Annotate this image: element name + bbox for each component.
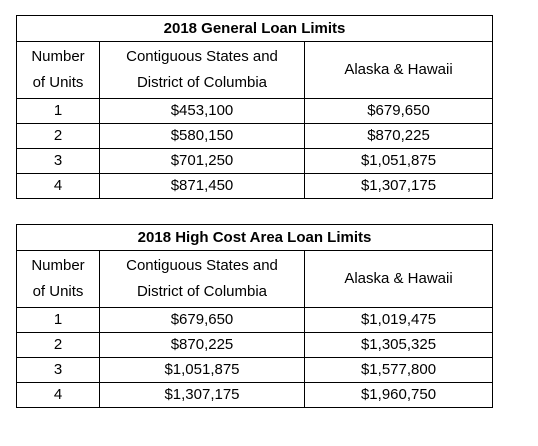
high-cost-area-loan-limits-table	[16, 224, 493, 408]
table-header-row	[17, 42, 493, 99]
table-title: 2018 General Loan Limits	[17, 16, 493, 42]
units-cell: 4	[17, 383, 100, 408]
contiguous-column-header	[100, 251, 305, 308]
contiguous-limit-cell: $1,051,875	[100, 358, 305, 383]
units-column-header	[17, 42, 100, 99]
units-cell: 2	[17, 333, 100, 358]
contiguous-limit-cell: $580,150	[100, 124, 305, 149]
table-row	[17, 308, 493, 333]
table-row	[17, 383, 493, 408]
contiguous-limit-cell: $870,225	[100, 333, 305, 358]
contiguous-header-line-2: District of Columbia	[136, 283, 268, 300]
units-cell: 2	[17, 124, 100, 149]
alaska-hawaii-column-header: Alaska & Hawaii	[305, 251, 493, 308]
units-header-line-2: of Units	[32, 74, 84, 91]
table-title-row	[17, 225, 493, 251]
table-row	[17, 99, 493, 124]
units-cell: 1	[17, 308, 100, 333]
table-row	[17, 174, 493, 199]
contiguous-limit-cell: $871,450	[100, 174, 305, 199]
contiguous-header-line-1: Contiguous States and	[126, 48, 278, 65]
table-row	[17, 358, 493, 383]
alaska-hawaii-limit-cell: $1,019,475	[305, 308, 493, 333]
alaska-hawaii-limit-cell: $1,960,750	[305, 383, 493, 408]
units-header-line-2: of Units	[32, 283, 84, 300]
contiguous-limit-cell: $1,307,175	[100, 383, 305, 408]
alaska-hawaii-limit-cell: $870,225	[305, 124, 493, 149]
table-header-row	[17, 251, 493, 308]
contiguous-limit-cell: $453,100	[100, 99, 305, 124]
alaska-hawaii-column-header: Alaska & Hawaii	[305, 42, 493, 99]
contiguous-limit-cell: $679,650	[100, 308, 305, 333]
units-cell: 3	[17, 149, 100, 174]
table-row	[17, 333, 493, 358]
table-row	[17, 149, 493, 174]
units-cell: 1	[17, 99, 100, 124]
table-title: 2018 High Cost Area Loan Limits	[17, 225, 493, 251]
alaska-hawaii-limit-cell: $1,305,325	[305, 333, 493, 358]
alaska-hawaii-limit-cell: $1,577,800	[305, 358, 493, 383]
units-cell: 3	[17, 358, 100, 383]
table-row	[17, 124, 493, 149]
contiguous-header-line-1: Contiguous States and	[126, 257, 278, 274]
alaska-hawaii-limit-cell: $679,650	[305, 99, 493, 124]
units-header-line-1: Number	[31, 48, 85, 65]
contiguous-column-header	[100, 42, 305, 99]
general-loan-limits-table	[16, 15, 493, 199]
contiguous-header-line-2: District of Columbia	[136, 74, 268, 91]
alaska-hawaii-limit-cell: $1,307,175	[305, 174, 493, 199]
units-cell: 4	[17, 174, 100, 199]
units-column-header	[17, 251, 100, 308]
contiguous-limit-cell: $701,250	[100, 149, 305, 174]
table-title-row	[17, 16, 493, 42]
units-header-line-1: Number	[31, 257, 85, 274]
alaska-hawaii-limit-cell: $1,051,875	[305, 149, 493, 174]
